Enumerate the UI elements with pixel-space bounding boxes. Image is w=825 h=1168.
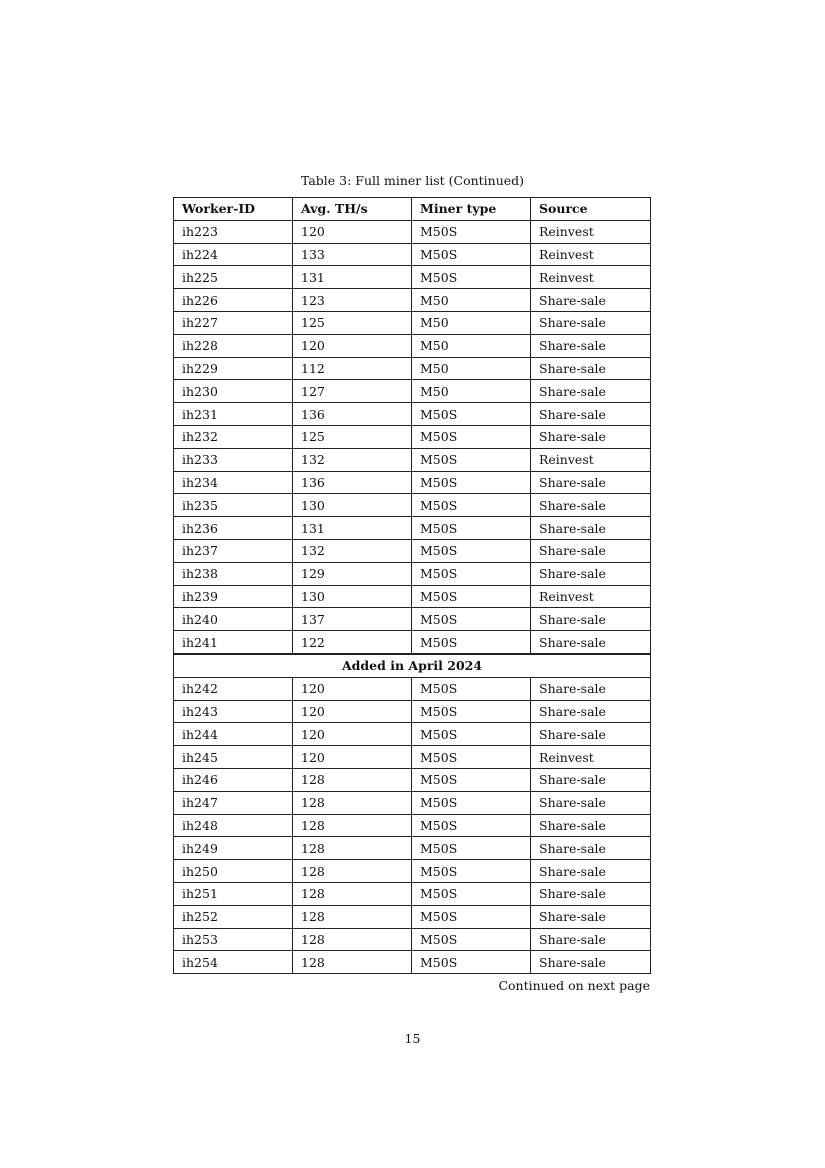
table-row xyxy=(174,517,651,540)
table-body-after xyxy=(174,655,651,974)
continued-note: Continued on next page xyxy=(498,978,650,993)
cell-miner-type: M50S xyxy=(412,677,531,700)
table-row xyxy=(174,882,651,905)
cell-avg-ths: 131 xyxy=(293,517,412,540)
cell-source: Share-sale xyxy=(531,494,651,517)
cell-worker-id: ih227 xyxy=(174,311,293,334)
cell-source: Share-sale xyxy=(531,517,651,540)
cell-worker-id: ih241 xyxy=(174,631,293,654)
cell-worker-id: ih232 xyxy=(174,425,293,448)
header-source: Source xyxy=(531,198,651,221)
table-row xyxy=(174,768,651,791)
cell-source: Share-sale xyxy=(531,334,651,357)
table-row xyxy=(174,700,651,723)
cell-miner-type: M50S xyxy=(412,768,531,791)
cell-avg-ths: 120 xyxy=(293,677,412,700)
cell-miner-type: M50S xyxy=(412,471,531,494)
cell-worker-id: ih237 xyxy=(174,539,293,562)
cell-source: Reinvest xyxy=(531,243,651,266)
cell-source: Share-sale xyxy=(531,677,651,700)
cell-worker-id: ih225 xyxy=(174,266,293,289)
cell-avg-ths: 128 xyxy=(293,951,412,974)
cell-avg-ths: 127 xyxy=(293,380,412,403)
table-row xyxy=(174,608,651,631)
cell-source: Share-sale xyxy=(531,951,651,974)
table-row xyxy=(174,334,651,357)
cell-miner-type: M50 xyxy=(412,289,531,312)
cell-avg-ths: 136 xyxy=(293,403,412,426)
cell-avg-ths: 128 xyxy=(293,928,412,951)
cell-source: Share-sale xyxy=(531,403,651,426)
cell-miner-type: M50 xyxy=(412,357,531,380)
cell-avg-ths: 136 xyxy=(293,471,412,494)
table-row xyxy=(174,585,651,608)
cell-worker-id: ih246 xyxy=(174,768,293,791)
cell-worker-id: ih228 xyxy=(174,334,293,357)
cell-source: Reinvest xyxy=(531,220,651,243)
cell-miner-type: M50 xyxy=(412,311,531,334)
miner-table xyxy=(173,197,651,654)
table-row xyxy=(174,266,651,289)
table-row xyxy=(174,631,651,654)
table-body-before xyxy=(174,220,651,653)
cell-source: Share-sale xyxy=(531,837,651,860)
table-row xyxy=(174,220,651,243)
cell-worker-id: ih252 xyxy=(174,905,293,928)
table-row xyxy=(174,814,651,837)
table-row xyxy=(174,905,651,928)
cell-source: Share-sale xyxy=(531,700,651,723)
table-row xyxy=(174,860,651,883)
table-row xyxy=(174,562,651,585)
cell-source: Share-sale xyxy=(531,905,651,928)
cell-miner-type: M50S xyxy=(412,837,531,860)
table-row xyxy=(174,448,651,471)
table-row xyxy=(174,837,651,860)
cell-worker-id: ih244 xyxy=(174,723,293,746)
page-number: 15 xyxy=(404,1031,421,1046)
cell-avg-ths: 132 xyxy=(293,448,412,471)
section-label: Added in April 2024 xyxy=(174,655,651,678)
cell-source: Share-sale xyxy=(531,723,651,746)
cell-miner-type: M50S xyxy=(412,905,531,928)
cell-avg-ths: 128 xyxy=(293,882,412,905)
cell-avg-ths: 120 xyxy=(293,746,412,769)
cell-source: Share-sale xyxy=(531,357,651,380)
cell-source: Share-sale xyxy=(531,608,651,631)
cell-miner-type: M50S xyxy=(412,631,531,654)
table-row xyxy=(174,746,651,769)
cell-worker-id: ih247 xyxy=(174,791,293,814)
cell-miner-type: M50S xyxy=(412,403,531,426)
cell-worker-id: ih224 xyxy=(174,243,293,266)
cell-avg-ths: 125 xyxy=(293,425,412,448)
cell-worker-id: ih254 xyxy=(174,951,293,974)
cell-miner-type: M50S xyxy=(412,562,531,585)
cell-worker-id: ih229 xyxy=(174,357,293,380)
cell-avg-ths: 137 xyxy=(293,608,412,631)
table-row xyxy=(174,723,651,746)
cell-miner-type: M50S xyxy=(412,448,531,471)
cell-source: Reinvest xyxy=(531,746,651,769)
cell-miner-type: M50S xyxy=(412,608,531,631)
cell-worker-id: ih231 xyxy=(174,403,293,426)
cell-avg-ths: 128 xyxy=(293,860,412,883)
table-header-row xyxy=(174,198,651,221)
cell-worker-id: ih236 xyxy=(174,517,293,540)
cell-avg-ths: 120 xyxy=(293,334,412,357)
cell-avg-ths: 125 xyxy=(293,311,412,334)
cell-worker-id: ih248 xyxy=(174,814,293,837)
cell-source: Reinvest xyxy=(531,585,651,608)
cell-miner-type: M50S xyxy=(412,746,531,769)
cell-worker-id: ih233 xyxy=(174,448,293,471)
cell-avg-ths: 133 xyxy=(293,243,412,266)
cell-source: Share-sale xyxy=(531,425,651,448)
cell-source: Share-sale xyxy=(531,539,651,562)
cell-avg-ths: 122 xyxy=(293,631,412,654)
cell-worker-id: ih245 xyxy=(174,746,293,769)
cell-avg-ths: 120 xyxy=(293,700,412,723)
cell-miner-type: M50S xyxy=(412,928,531,951)
cell-miner-type: M50S xyxy=(412,243,531,266)
header-worker-id: Worker-ID xyxy=(174,198,293,221)
cell-worker-id: ih253 xyxy=(174,928,293,951)
cell-miner-type: M50 xyxy=(412,380,531,403)
table-row xyxy=(174,494,651,517)
table-row xyxy=(174,380,651,403)
cell-source: Share-sale xyxy=(531,380,651,403)
cell-miner-type: M50 xyxy=(412,334,531,357)
cell-miner-type: M50S xyxy=(412,266,531,289)
table-caption: Table 3: Full miner list (Continued) xyxy=(300,173,525,188)
table-row xyxy=(174,951,651,974)
cell-worker-id: ih223 xyxy=(174,220,293,243)
cell-avg-ths: 128 xyxy=(293,905,412,928)
cell-source: Share-sale xyxy=(531,631,651,654)
cell-worker-id: ih243 xyxy=(174,700,293,723)
cell-avg-ths: 128 xyxy=(293,837,412,860)
cell-worker-id: ih251 xyxy=(174,882,293,905)
table-row xyxy=(174,539,651,562)
cell-source: Share-sale xyxy=(531,289,651,312)
cell-avg-ths: 123 xyxy=(293,289,412,312)
section-row xyxy=(174,655,651,678)
cell-worker-id: ih230 xyxy=(174,380,293,403)
cell-worker-id: ih240 xyxy=(174,608,293,631)
miner-table-april-2024 xyxy=(173,654,651,974)
table-row xyxy=(174,357,651,380)
cell-worker-id: ih235 xyxy=(174,494,293,517)
cell-avg-ths: 120 xyxy=(293,220,412,243)
cell-avg-ths: 131 xyxy=(293,266,412,289)
cell-miner-type: M50S xyxy=(412,425,531,448)
cell-avg-ths: 132 xyxy=(293,539,412,562)
cell-miner-type: M50S xyxy=(412,585,531,608)
cell-miner-type: M50S xyxy=(412,700,531,723)
cell-source: Share-sale xyxy=(531,814,651,837)
cell-avg-ths: 128 xyxy=(293,768,412,791)
cell-miner-type: M50S xyxy=(412,882,531,905)
table-row xyxy=(174,677,651,700)
cell-worker-id: ih242 xyxy=(174,677,293,700)
header-miner-type: Miner type xyxy=(412,198,531,221)
cell-source: Share-sale xyxy=(531,768,651,791)
cell-source: Share-sale xyxy=(531,860,651,883)
cell-worker-id: ih239 xyxy=(174,585,293,608)
table-row xyxy=(174,311,651,334)
cell-avg-ths: 130 xyxy=(293,585,412,608)
cell-worker-id: ih234 xyxy=(174,471,293,494)
cell-avg-ths: 129 xyxy=(293,562,412,585)
cell-avg-ths: 112 xyxy=(293,357,412,380)
cell-miner-type: M50S xyxy=(412,494,531,517)
table-row xyxy=(174,928,651,951)
table-row xyxy=(174,425,651,448)
cell-miner-type: M50S xyxy=(412,539,531,562)
cell-source: Share-sale xyxy=(531,471,651,494)
cell-avg-ths: 120 xyxy=(293,723,412,746)
cell-source: Reinvest xyxy=(531,448,651,471)
cell-avg-ths: 130 xyxy=(293,494,412,517)
cell-miner-type: M50S xyxy=(412,814,531,837)
cell-source: Share-sale xyxy=(531,882,651,905)
cell-source: Share-sale xyxy=(531,562,651,585)
cell-avg-ths: 128 xyxy=(293,814,412,837)
header-avg-ths: Avg. TH/s xyxy=(293,198,412,221)
cell-worker-id: ih249 xyxy=(174,837,293,860)
cell-worker-id: ih226 xyxy=(174,289,293,312)
cell-source: Reinvest xyxy=(531,266,651,289)
table-row xyxy=(174,471,651,494)
cell-avg-ths: 128 xyxy=(293,791,412,814)
cell-miner-type: M50S xyxy=(412,220,531,243)
cell-miner-type: M50S xyxy=(412,860,531,883)
cell-source: Share-sale xyxy=(531,928,651,951)
cell-miner-type: M50S xyxy=(412,723,531,746)
cell-source: Share-sale xyxy=(531,311,651,334)
table-row xyxy=(174,289,651,312)
table-row xyxy=(174,403,651,426)
cell-miner-type: M50S xyxy=(412,951,531,974)
table-row xyxy=(174,791,651,814)
cell-source: Share-sale xyxy=(531,791,651,814)
cell-miner-type: M50S xyxy=(412,517,531,540)
cell-worker-id: ih238 xyxy=(174,562,293,585)
cell-miner-type: M50S xyxy=(412,791,531,814)
cell-worker-id: ih250 xyxy=(174,860,293,883)
table-row xyxy=(174,243,651,266)
